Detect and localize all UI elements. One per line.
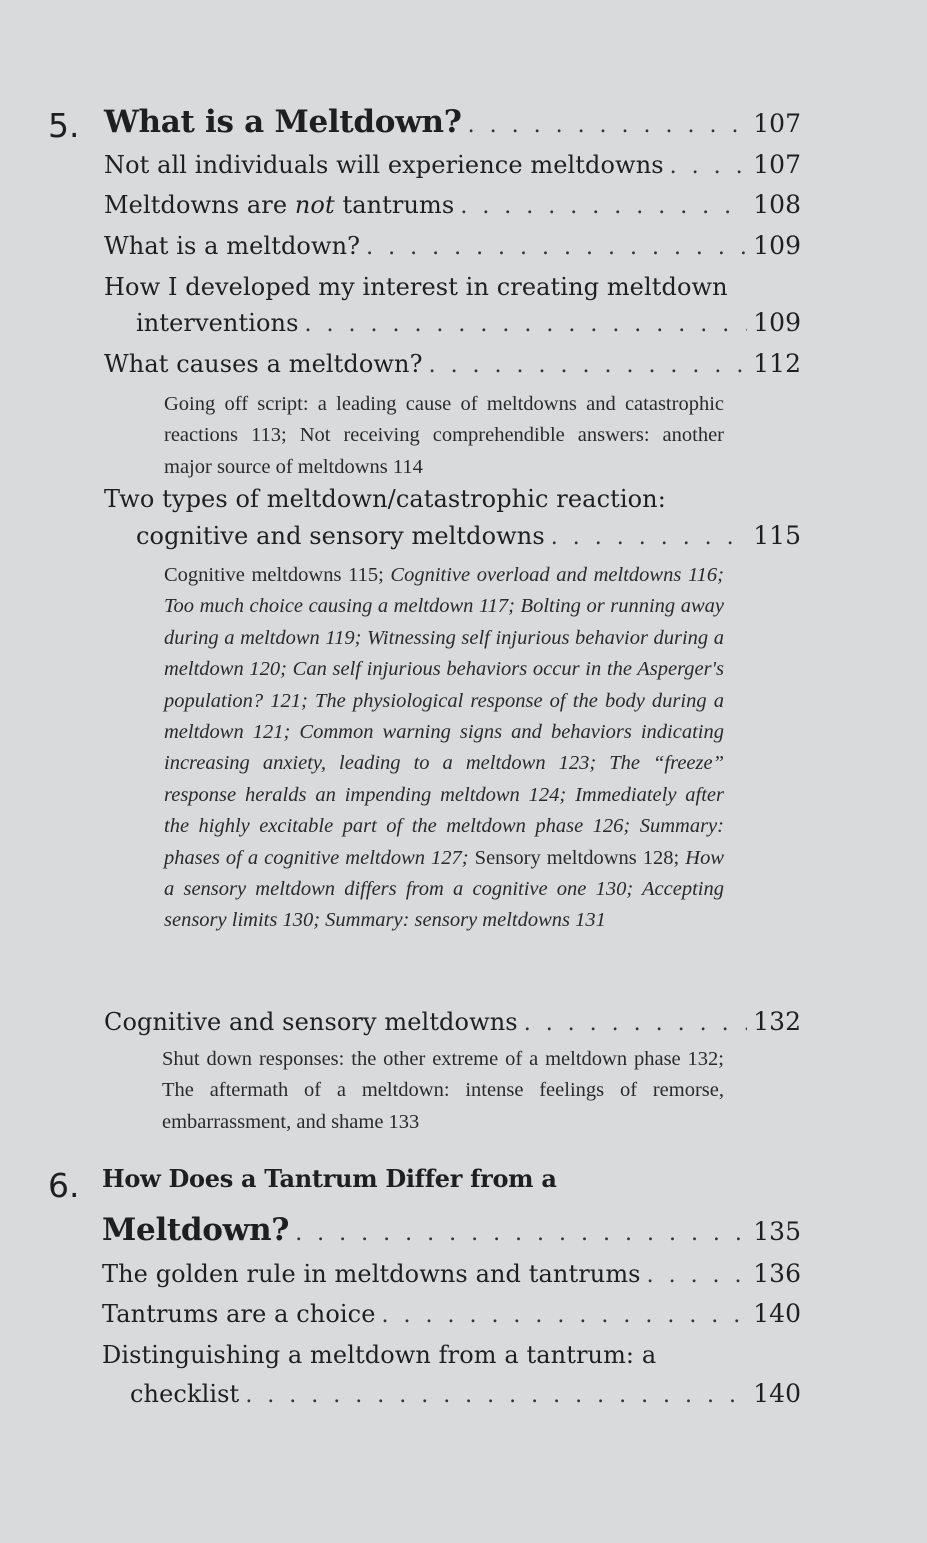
page-number: 108: [753, 190, 801, 219]
page-number: 107: [753, 109, 801, 138]
toc-entry[interactable]: [102, 1299, 801, 1328]
chapter-title-line[interactable]: How Does a Tantrum Differ from a: [102, 1164, 557, 1193]
section-title: Tantrums are a choice: [102, 1300, 376, 1328]
chapter-title: What is a Meltdown?: [104, 104, 462, 140]
page-number: 109: [753, 231, 801, 260]
section-title: What is a meltdown?: [104, 232, 361, 260]
dot-leader: [524, 1011, 748, 1036]
toc-entry[interactable]: [104, 231, 801, 260]
chapter-number: 5.: [48, 106, 80, 145]
toc-entry[interactable]: [102, 1259, 801, 1288]
dot-leader: [670, 154, 748, 179]
toc-entry[interactable]: [104, 150, 801, 179]
page-number: 135: [753, 1217, 801, 1246]
chapter-heading[interactable]: [104, 104, 801, 140]
dot-leader: [647, 1263, 748, 1288]
emphasis-text: not: [294, 191, 335, 219]
page-number: 112: [753, 349, 801, 378]
section-title: Meltdowns are not tantrums: [104, 191, 455, 219]
toc-entry[interactable]: [130, 1379, 801, 1408]
toc-entry[interactable]: [104, 349, 801, 378]
section-title: Cognitive and sensory meltdowns: [104, 1008, 518, 1036]
page-number: 140: [753, 1379, 801, 1408]
toc-entry[interactable]: [136, 521, 801, 550]
dot-leader: [366, 235, 747, 260]
dot-leader: [382, 1303, 748, 1328]
subtopics-text: Shut down responses: the other extreme of a meltdown phase 132; The aftermath of a meltdown: intense feelings of remorse, embarrassment, and shame 133: [162, 1048, 724, 1133]
dot-leader: [245, 1383, 747, 1408]
subtopics-text: Cognitive meltdowns 115; Cognitive overload and meltdowns 116; Too much choice causing a meltdown 117; Bolting or running away during a meltdown 119; Witnessing self injurious behavior during a meltdown 120; Can self injurious behaviors occur in the Asperger's population? 121; The physiological response of the body during a meltdown 121; Common warning signs and behaviors indicating increasing anxiety, leading to a meltdown 123; The “freeze” response heralds an impending meltdown 124; Immediately after the highly excitable part of the meltdown phase 126; Summary: phases of a cognitive meltdown 127; Sensory meltdowns 128; How a sensory meltdown differs from a cognitive one 130; Accepting sensory limits 130; Summary: sensory meltdowns 131: [164, 564, 724, 932]
chapter-number: 6.: [48, 1166, 80, 1205]
dot-leader: [551, 525, 748, 550]
page-number: 140: [753, 1299, 801, 1328]
section-title: What causes a meltdown?: [104, 350, 423, 378]
section-title: checklist: [130, 1380, 240, 1408]
section-title-line[interactable]: Two types of meltdown/catastrophic reaction:: [104, 485, 666, 513]
dot-leader: [295, 1221, 747, 1246]
dot-leader: [468, 113, 748, 138]
dot-leader: [460, 194, 747, 219]
page-number: 115: [753, 521, 801, 550]
section-title: Not all individuals will experience meltdowns: [104, 151, 664, 179]
section-title-line[interactable]: How I developed my interest in creating meltdown: [104, 273, 728, 301]
section-title: interventions: [136, 309, 299, 337]
dot-leader: [305, 312, 748, 337]
subtopics-text: Going off script: a leading cause of meltdowns and catastrophic reactions 113; Not receiving comprehendible answers: another major source of meltdowns 114: [164, 393, 724, 478]
page-number: 109: [753, 308, 801, 337]
toc-entry[interactable]: [136, 308, 801, 337]
toc-entry[interactable]: [104, 1007, 801, 1036]
section-title-line[interactable]: Distinguishing a meltdown from a tantrum: a: [102, 1341, 657, 1369]
chapter-heading[interactable]: [102, 1212, 801, 1248]
section-title: The golden rule in meltdowns and tantrums: [102, 1260, 641, 1288]
section-title: cognitive and sensory meltdowns: [136, 522, 545, 550]
page-number: 132: [753, 1007, 801, 1036]
page-number: 136: [753, 1259, 801, 1288]
toc-entry[interactable]: [104, 190, 801, 219]
page-number: 107: [753, 150, 801, 179]
dot-leader: [429, 353, 748, 378]
chapter-title: Meltdown?: [102, 1212, 290, 1248]
